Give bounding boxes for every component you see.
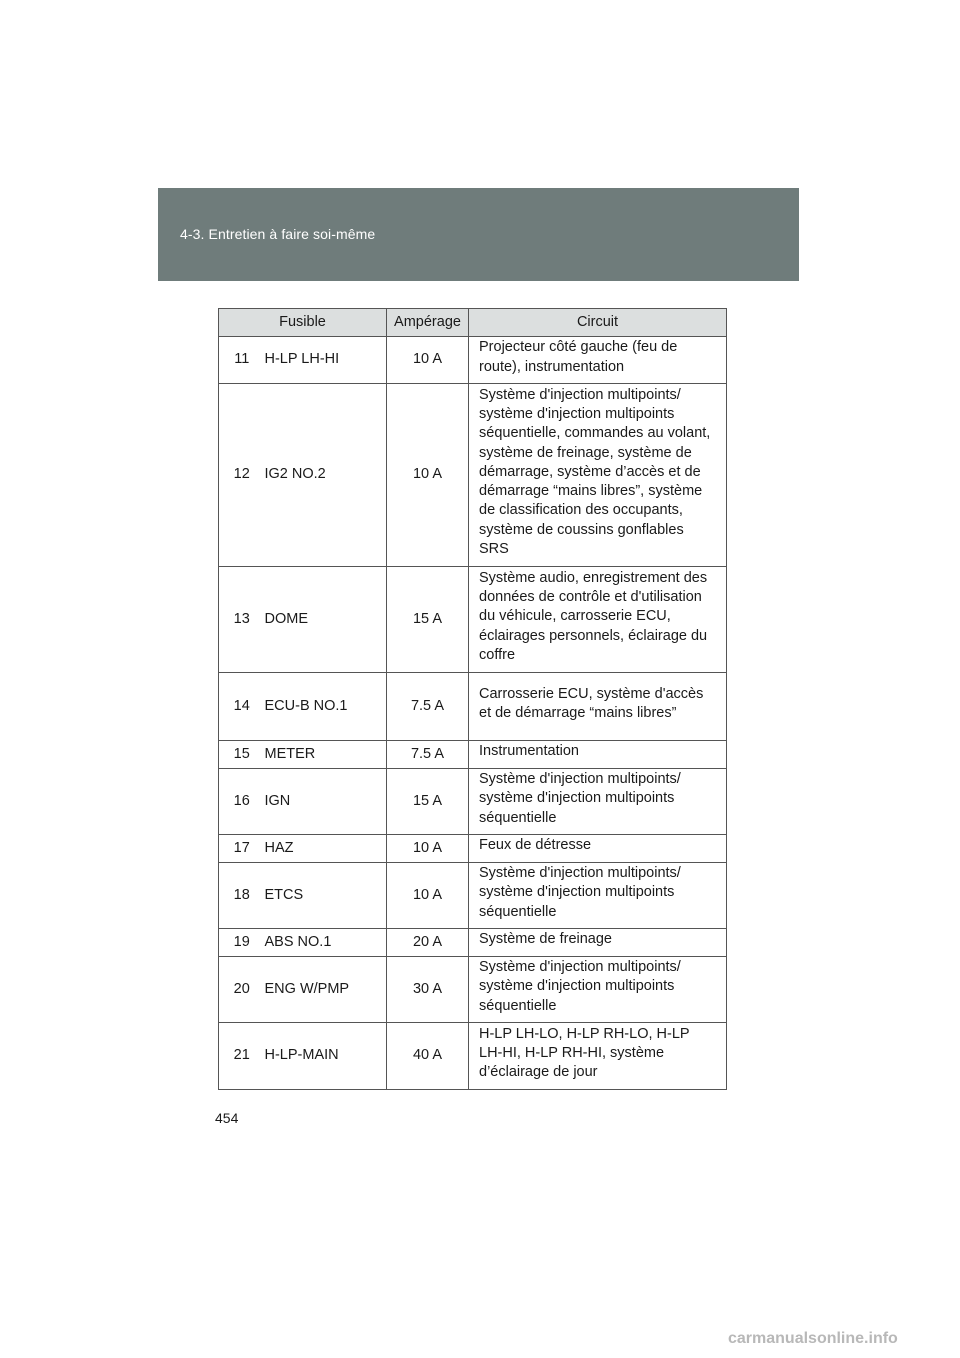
fuse-name: H-LP-MAIN — [265, 1023, 387, 1090]
table-row — [219, 863, 727, 929]
fuse-amperage: 7.5 A — [387, 741, 469, 769]
table-row — [219, 929, 727, 957]
fuse-circuit: Instrumentation — [469, 741, 727, 769]
fuse-name: ENG W/PMP — [265, 957, 387, 1023]
fuse-name: ECU-B NO.1 — [265, 673, 387, 741]
fuse-name: IGN — [265, 769, 387, 835]
table-row — [219, 741, 727, 769]
fuse-circuit: Projecteur côté gauche (feu de route), instrumentation — [469, 337, 727, 384]
fuse-circuit: Carrosserie ECU, système d'accès et de démarrage “mains libres” — [469, 673, 727, 741]
fuse-number: 12 — [219, 384, 265, 567]
fuse-amperage: 10 A — [387, 863, 469, 929]
page-number: 454 — [215, 1110, 239, 1126]
fuse-number: 18 — [219, 863, 265, 929]
fuse-circuit: Système d'injection multipoints/ système d'injection multipoints séquentielle, commandes au volant, système de freinage, système de démarrage, système d’accès et de démarrage “mains libres”, système de classification des occupants, système de coussins gonflables SRS — [469, 384, 727, 567]
fuse-amperage: 10 A — [387, 337, 469, 384]
fuse-amperage: 20 A — [387, 929, 469, 957]
table-row — [219, 673, 727, 741]
fuse-amperage: 15 A — [387, 567, 469, 673]
fuse-name: ETCS — [265, 863, 387, 929]
fuse-number: 15 — [219, 741, 265, 769]
fuse-circuit: H-LP LH-LO, H-LP RH-LO, H-LP LH-HI, H-LP RH-HI, système d’éclairage de jour — [469, 1023, 727, 1090]
fuse-circuit: Système de freinage — [469, 929, 727, 957]
fuse-name: HAZ — [265, 835, 387, 863]
fuse-circuit: Feux de détresse — [469, 835, 727, 863]
fuse-circuit: Système d'injection multipoints/ système d'injection multipoints séquentielle — [469, 863, 727, 929]
table-row — [219, 957, 727, 1023]
fuse-name: IG2 NO.2 — [265, 384, 387, 567]
fuse-amperage: 10 A — [387, 384, 469, 567]
fuse-number: 16 — [219, 769, 265, 835]
fuse-name: ABS NO.1 — [265, 929, 387, 957]
fuse-table — [218, 308, 727, 1090]
fuse-number: 21 — [219, 1023, 265, 1090]
fuse-name: DOME — [265, 567, 387, 673]
fuse-amperage: 30 A — [387, 957, 469, 1023]
column-header-fuse: Fusible — [219, 309, 387, 337]
table-row — [219, 1023, 727, 1090]
table-row — [219, 769, 727, 835]
fuse-number: 19 — [219, 929, 265, 957]
table-header-row — [219, 309, 727, 337]
fuse-amperage: 40 A — [387, 1023, 469, 1090]
fuse-name: H-LP LH-HI — [265, 337, 387, 384]
fuse-circuit: Système d'injection multipoints/ système d'injection multipoints séquentielle — [469, 957, 727, 1023]
table-row — [219, 337, 727, 384]
fuse-number: 13 — [219, 567, 265, 673]
fuse-name: METER — [265, 741, 387, 769]
fuse-number: 20 — [219, 957, 265, 1023]
fuse-amperage: 10 A — [387, 835, 469, 863]
table-row — [219, 835, 727, 863]
fuse-amperage: 7.5 A — [387, 673, 469, 741]
section-title: 4-3. Entretien à faire soi-même — [180, 226, 376, 242]
fuse-number: 11 — [219, 337, 265, 384]
column-header-circuit: Circuit — [469, 309, 727, 337]
section-header-band — [158, 188, 799, 281]
fuse-circuit: Système d'injection multipoints/ système d'injection multipoints séquentielle — [469, 769, 727, 835]
fuse-circuit: Système audio, enregistrement des données de contrôle et d'utilisation du véhicule, carrosserie ECU, éclairages personnels, éclairage du coffre — [469, 567, 727, 673]
fuse-number: 17 — [219, 835, 265, 863]
fuse-amperage: 15 A — [387, 769, 469, 835]
table-row — [219, 384, 727, 567]
column-header-amperage: Ampérage — [387, 309, 469, 337]
table-row — [219, 567, 727, 673]
watermark-text: carmanualsonline.info — [728, 1330, 898, 1347]
fuse-number: 14 — [219, 673, 265, 741]
